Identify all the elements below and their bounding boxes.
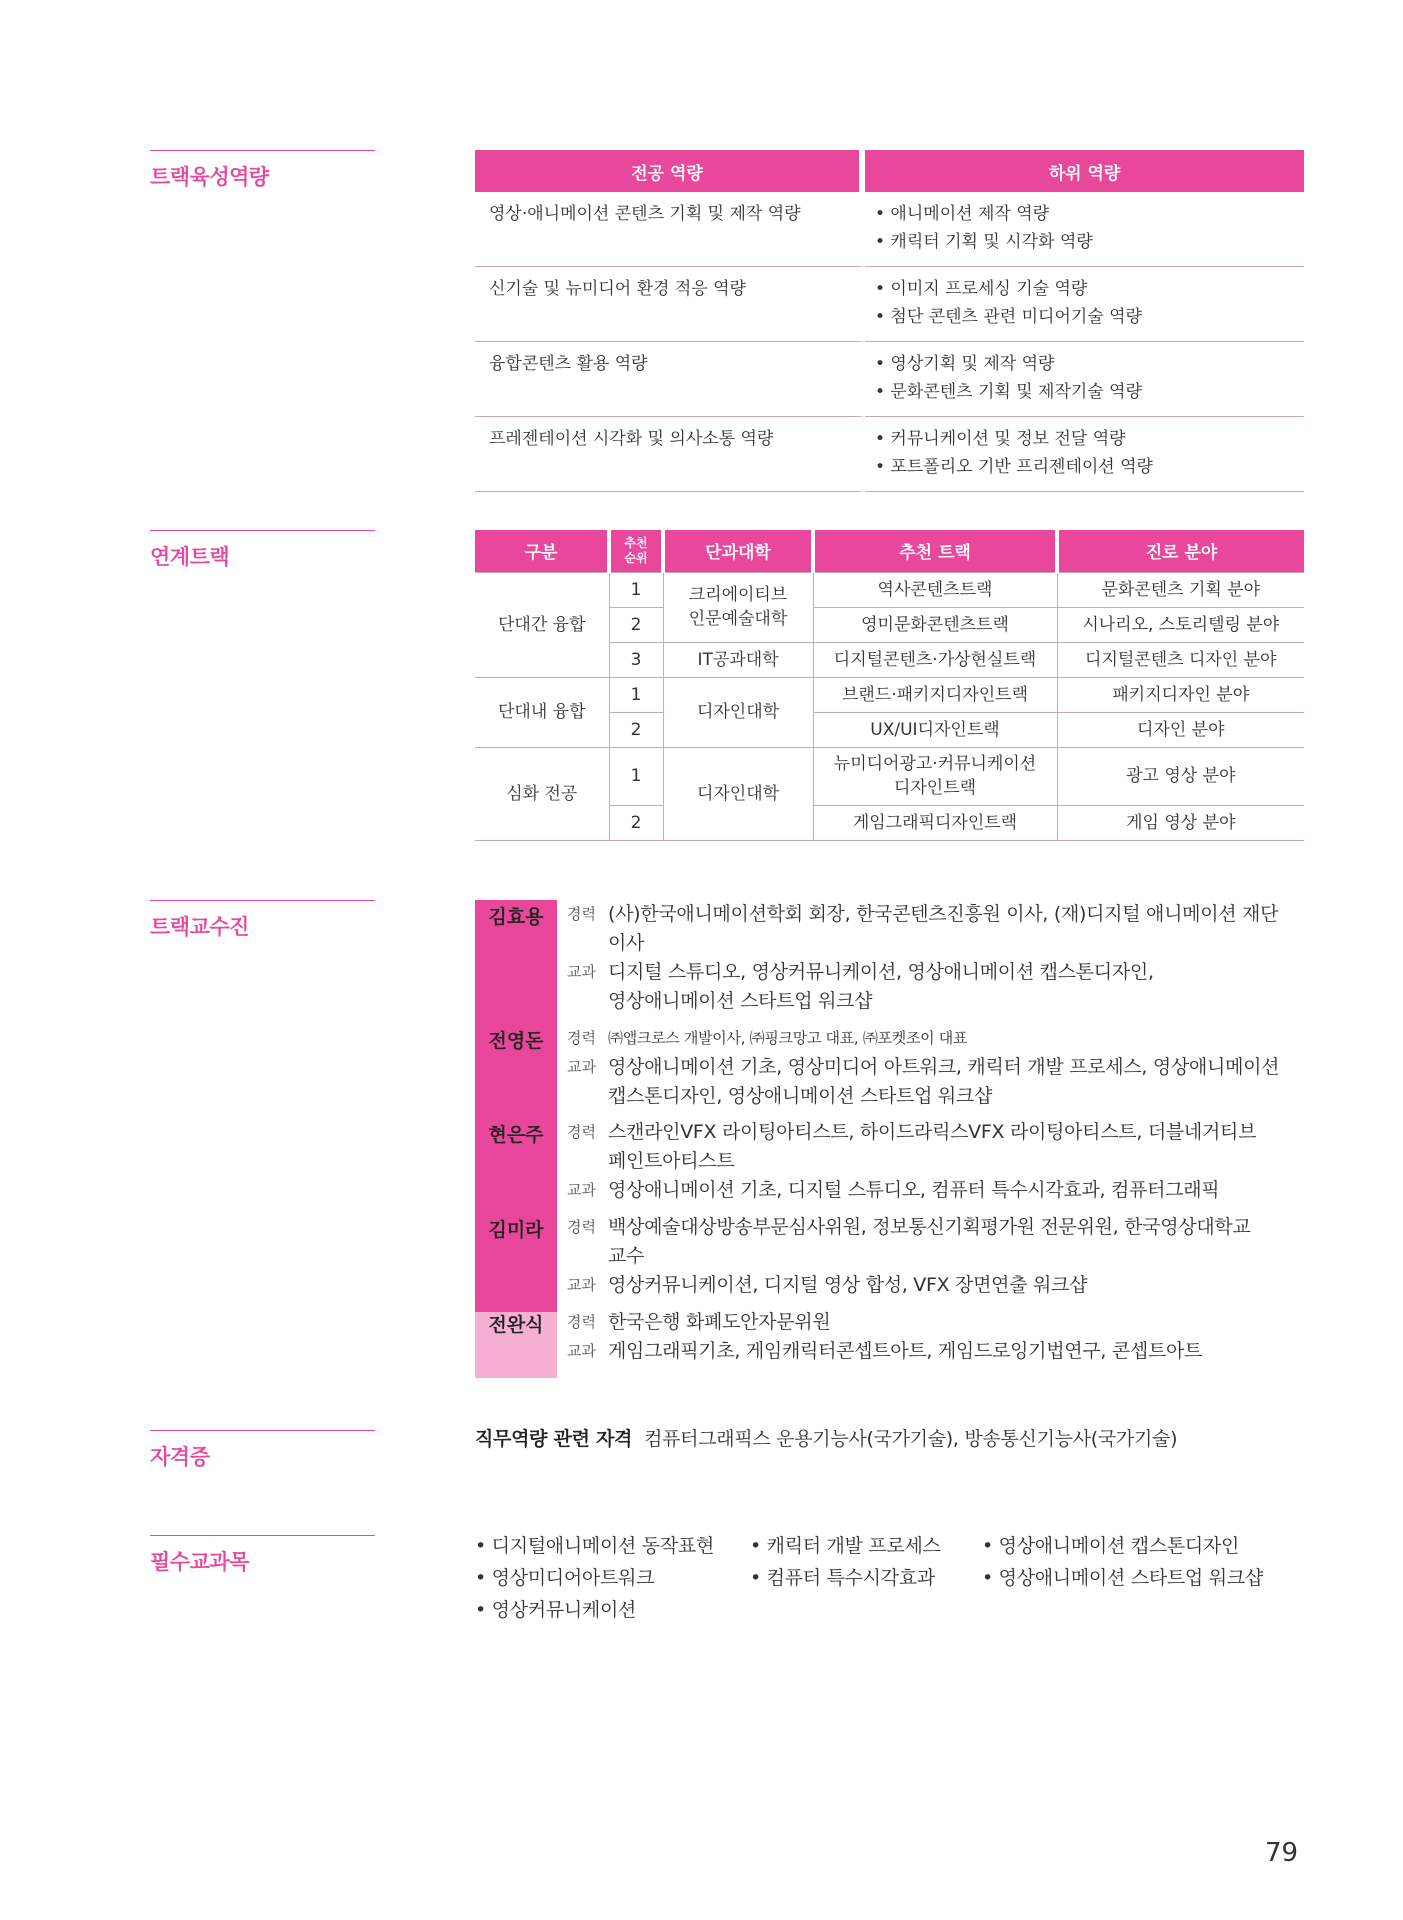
table-row [475,747,1304,805]
group-cell: 단대간 융합 [475,572,609,677]
career-line [567,1308,1307,1337]
career-text: 페인트아티스트 [608,1150,735,1172]
table-row [475,342,1304,417]
course-tag: 교과 [567,963,596,981]
course-tag: 교과 [567,1181,596,1199]
course-text: 캡스톤디자인, 영상애니메이션 스타트업 워크샵 [608,1085,993,1107]
career-cell: 시나리오, 스토리텔링 분야 [1057,607,1304,642]
required-course-item: • 영상미디어아트워크 [475,1567,655,1589]
header-rank-line1: 추천 [624,535,648,550]
track-cell: UX/UI디자인트랙 [813,712,1057,747]
cert-value: 컴퓨터그래픽스 운용기능사(국가기술), 방송통신기능사(국가기술) [644,1428,1178,1450]
required-course-item: • 디지털애니메이션 동작표현 [475,1535,715,1557]
career-cell: 디자인 분야 [1057,712,1304,747]
course-line [567,1271,1307,1300]
major-competency: 영상·애니메이션 콘텐츠 기획 및 제작 역량 [475,192,865,267]
table-row [475,677,1304,712]
career-tag: 경력 [567,905,596,923]
career-cell: 패키지디자인 분야 [1057,677,1304,712]
section-label-faculty: 트랙교수진 [150,900,375,941]
major-competency: 신기술 및 뉴미디어 환경 적응 역량 [475,267,865,342]
course-line [567,958,1307,1016]
college-cell: 크리에이티브 인문예술대학 [663,572,813,642]
required-course-item: • 영상애니메이션 캡스톤디자인 [982,1535,1240,1557]
career-tag: 경력 [567,1313,596,1331]
college-cell: 디자인대학 [663,677,813,747]
cert-label: 직무역량 관련 자격 [475,1428,633,1450]
section-label-cert: 자격증 [150,1430,375,1471]
career-text: 한국은행 화폐도안자문위원 [608,1311,831,1333]
sub-item: • 문화콘텐츠 기획 및 제작기술 역량 [875,382,1142,402]
sub-item: • 커뮤니케이션 및 정보 전달 역량 [875,429,1126,449]
career-text: 스캔라인VFX 라이팅아티스트, 하이드라릭스VFX 라이팅아티스트, 더블네거티브 [608,1121,1257,1143]
rank-cell: 1 [609,677,663,712]
career-text: 백상예술대상방송부문심사위원, 정보통신기획평가원 전문위원, 한국영상대학교 [608,1216,1251,1238]
course-line [567,1337,1307,1366]
career-text: 교수 [608,1245,645,1267]
professor-name: 전영돈 [488,1030,544,1052]
track-cell: 디지털콘텐츠·가상현실트랙 [813,642,1057,677]
course-tag: 교과 [567,1276,596,1294]
required-course-item: • 캐릭터 개발 프로세스 [750,1535,941,1557]
rank-cell: 1 [609,572,663,607]
career-cell: 광고 영상 분야 [1057,747,1304,805]
course-text: 게임그래픽기초, 게임캐릭터콘셉트아트, 게임드로잉기법연구, 콘셉트아트 [608,1340,1203,1362]
linked-track-table [475,530,1304,841]
required-course-item: • 영상커뮤니케이션 [475,1599,637,1621]
rank-cell: 3 [609,642,663,677]
course-text: 영상애니메이션 기초, 디지털 스튜디오, 컴퓨터 특수시각효과, 컴퓨터그래픽 [608,1179,1220,1201]
sub-item: • 이미지 프로세싱 기술 역량 [875,279,1088,299]
college-cell: IT공과대학 [663,642,813,677]
career-cell: 게임 영상 분야 [1057,805,1304,840]
rank-cell: 2 [609,607,663,642]
page-number: 79 [1265,1838,1299,1868]
course-text: 영상애니메이션 스타트업 워크샵 [608,990,873,1012]
career-text: (사)한국애니메이션학회 회장, 한국콘텐츠진흥원 이사, (재)디지털 애니메이션 재단 [608,903,1279,925]
section-label-competency: 트랙육성역량 [150,150,375,191]
sub-competency [865,342,1304,417]
sub-competency [865,267,1304,342]
sub-item: • 영상기획 및 제작 역량 [875,354,1055,374]
sub-item: • 포트폴리오 기반 프리젠테이션 역량 [875,457,1153,477]
career-line [567,1118,1307,1176]
sub-competency [865,417,1304,492]
course-tag: 교과 [567,1058,596,1076]
major-competency: 프레젠테이션 시각화 및 의사소통 역량 [475,417,865,492]
header-college: 단과대학 [663,530,813,572]
professor-name: 김효용 [488,906,544,928]
sub-competency [865,192,1304,267]
major-competency: 융합콘텐츠 활용 역량 [475,342,865,417]
header-gubun: 구분 [475,530,609,572]
course-text: 영상커뮤니케이션, 디지털 영상 합성, VFX 장면연출 워크샵 [608,1274,1088,1296]
career-text: 이사 [608,932,645,954]
track-cell: 브랜드·패키지디자인트랙 [813,677,1057,712]
group-cell: 단대내 융합 [475,677,609,747]
professor-name: 김미라 [488,1219,544,1241]
faculty-accent-bar [475,900,557,1312]
header-track: 추천 트랙 [813,530,1057,572]
required-course-item: • 컴퓨터 특수시각효과 [750,1567,935,1589]
rank-cell: 1 [609,747,663,805]
group-cell: 심화 전공 [475,747,609,840]
table-row [475,192,1304,267]
course-line [567,1176,1307,1205]
header-career: 진로 분야 [1057,530,1304,572]
track-cell: 영미문화콘텐츠트랙 [813,607,1057,642]
professor-name: 전완식 [488,1314,544,1336]
course-line [567,1053,1307,1111]
table-row [475,417,1304,492]
faculty-list [475,900,1305,1380]
career-tag: 경력 [567,1218,596,1236]
career-cell: 문화콘텐츠 기획 분야 [1057,572,1304,607]
career-tag: 경력 [567,1123,596,1141]
track-cell: 역사콘텐츠트랙 [813,572,1057,607]
career-text: ㈜앱크로스 개발이사, ㈜핑크망고 대표, ㈜포켓조이 대표 [608,1029,968,1047]
section-label-required: 필수교과목 [150,1535,375,1576]
header-rank-line2: 순위 [624,550,648,565]
header-rank [609,530,663,572]
competency-table [475,150,1304,492]
college-cell: 디자인대학 [663,747,813,840]
course-tag: 교과 [567,1342,596,1360]
rank-cell: 2 [609,712,663,747]
certification-line [475,1424,1177,1451]
sub-item: • 캐릭터 기획 및 시각화 역량 [875,232,1093,252]
career-cell: 디지털콘텐츠 디자인 분야 [1057,642,1304,677]
sub-item: • 첨단 콘텐츠 관련 미디어기술 역량 [875,307,1142,327]
track-cell: 뉴미디어광고·커뮤니케이션 디자인트랙 [813,747,1057,805]
sub-item: • 애니메이션 제작 역량 [875,204,1050,224]
header-sub-competency: 하위 역량 [865,150,1304,192]
table-row [475,572,1304,607]
rank-cell: 2 [609,805,663,840]
required-course-item: • 영상애니메이션 스타트업 워크샵 [982,1567,1263,1589]
career-line [567,900,1307,958]
course-text: 디지털 스튜디오, 영상커뮤니케이션, 영상애니메이션 캡스톤디자인, [608,961,1154,983]
track-cell: 게임그래픽디자인트랙 [813,805,1057,840]
course-text: 영상애니메이션 기초, 영상미디어 아트워크, 캐릭터 개발 프로세스, 영상애니메이션 [608,1056,1280,1078]
header-major-competency: 전공 역량 [475,150,865,192]
career-line [567,1213,1307,1271]
table-row [475,267,1304,342]
career-tag: 경력 [567,1029,596,1047]
career-line [567,1024,1307,1053]
section-label-linked-track: 연계트랙 [150,530,375,571]
professor-name: 현은주 [488,1124,544,1146]
